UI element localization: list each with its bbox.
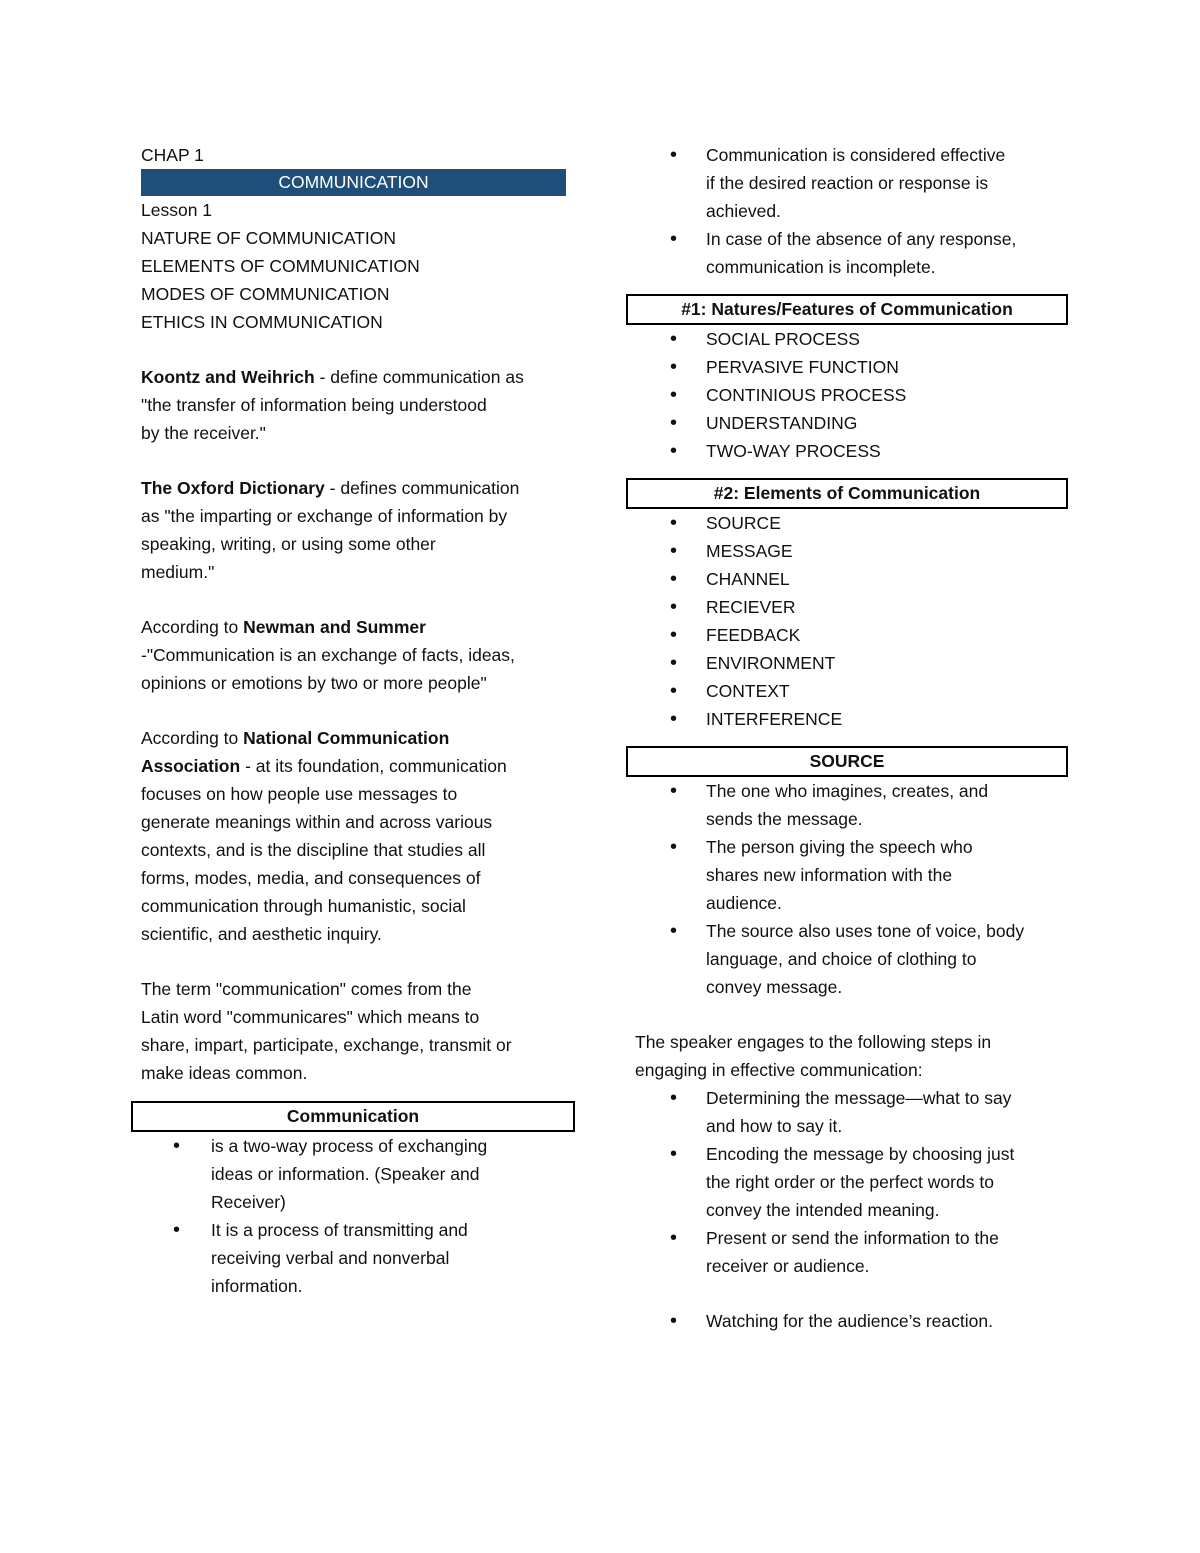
list-item: • Communication is considered effective if the desired reaction or response is achieved.: [626, 141, 1068, 225]
list-item: • SOCIAL PROCESS: [626, 325, 1068, 353]
list-item: • SOURCE: [626, 509, 1068, 537]
final-step-list: [626, 1307, 1068, 1335]
right-column: [626, 141, 1068, 1335]
list-item: • CONTINIOUS PROCESS: [626, 381, 1068, 409]
list-item: • It is a process of transmitting and receiving verbal and nonverbal information.: [141, 1216, 573, 1300]
list-item: • UNDERSTANDING: [626, 409, 1068, 437]
natures-box-heading: #1: Natures/Features of Communication: [626, 294, 1068, 325]
author-name: National Communication: [243, 728, 450, 748]
list-item: • Encoding the message by choosing just the right order or the perfect words to convey the intended meaning.: [626, 1140, 1068, 1224]
chapter-banner: COMMUNICATION: [141, 169, 566, 196]
source-box-heading: SOURCE: [626, 746, 1068, 777]
topic-item: NATURE OF COMMUNICATION: [141, 228, 397, 248]
list-item: • ENVIRONMENT: [626, 649, 1068, 677]
communication-box-heading: Communication: [131, 1101, 575, 1132]
list-item: • is a two-way process of exchanging ideas or information. (Speaker and Receiver): [141, 1132, 573, 1216]
list-item: • The person giving the speech who shares new information with the audience.: [626, 833, 1068, 917]
list-item: • PERVASIVE FUNCTION: [626, 353, 1068, 381]
steps-list: [626, 1084, 1068, 1280]
chapter-label: CHAP 1: [141, 145, 204, 165]
list-item: • CHANNEL: [626, 565, 1068, 593]
definition-nca: According to National Communication Association - at its foundation, communication focuses on how people use messages to generate meanings within and across various contexts, and is the discipline that studies all forms, modes, media, and consequences of communication through humanistic, social scientific, and aesthetic inquiry.: [141, 728, 507, 944]
list-item: • TWO-WAY PROCESS: [626, 437, 1068, 465]
left-column: [141, 141, 573, 1300]
author-name: The Oxford Dictionary: [141, 478, 325, 498]
lesson-label: Lesson 1: [141, 200, 213, 220]
topic-item: MODES OF COMMUNICATION: [141, 284, 390, 304]
definition-newman: According to Newman and Summer -"Communication is an exchange of facts, ideas, opinions or emotions by two or more people": [141, 617, 515, 693]
list-item: • INTERFERENCE: [626, 705, 1068, 733]
list-item: • FEEDBACK: [626, 621, 1068, 649]
elements-box-heading: #2: Elements of Communication: [626, 478, 1068, 509]
list-item: • In case of the absence of any response, communication is incomplete.: [626, 225, 1068, 281]
effectiveness-bullets: [626, 141, 1068, 281]
author-name: Koontz and Weihrich: [141, 367, 315, 387]
list-item: • The one who imagines, creates, and sends the message.: [626, 777, 1068, 833]
communication-bullets: [141, 1132, 573, 1300]
definition-oxford: The Oxford Dictionary - defines communication as "the imparting or exchange of information by speaking, writing, or using some other medium.": [141, 478, 520, 582]
definition-koontz: Koontz and Weihrich - define communication as "the transfer of information being understood by the receiver.": [141, 367, 524, 443]
list-item: • The source also uses tone of voice, body language, and choice of clothing to convey message.: [626, 917, 1068, 1001]
natures-list: [626, 325, 1068, 465]
list-item: • Watching for the audience’s reaction.: [626, 1307, 1068, 1335]
source-bullets: [626, 777, 1068, 1001]
term-origin: The term "communication" comes from the Latin word "communicares" which means to share, impart, participate, exchange, transmit or make ideas common.: [141, 979, 512, 1083]
author-name: Newman and Summer: [243, 617, 426, 637]
list-item: • RECIEVER: [626, 593, 1068, 621]
list-item: • MESSAGE: [626, 537, 1068, 565]
topic-item: ELEMENTS OF COMMUNICATION: [141, 256, 420, 276]
list-item: • CONTEXT: [626, 677, 1068, 705]
author-name: Association: [141, 756, 241, 776]
list-item: • Determining the message—what to say and how to say it.: [626, 1084, 1068, 1140]
topic-item: ETHICS IN COMMUNICATION: [141, 312, 383, 332]
steps-intro: The speaker engages to the following steps in engaging in effective communication:: [635, 1032, 992, 1080]
list-item: • Present or send the information to the receiver or audience.: [626, 1224, 1068, 1280]
elements-list: [626, 509, 1068, 733]
